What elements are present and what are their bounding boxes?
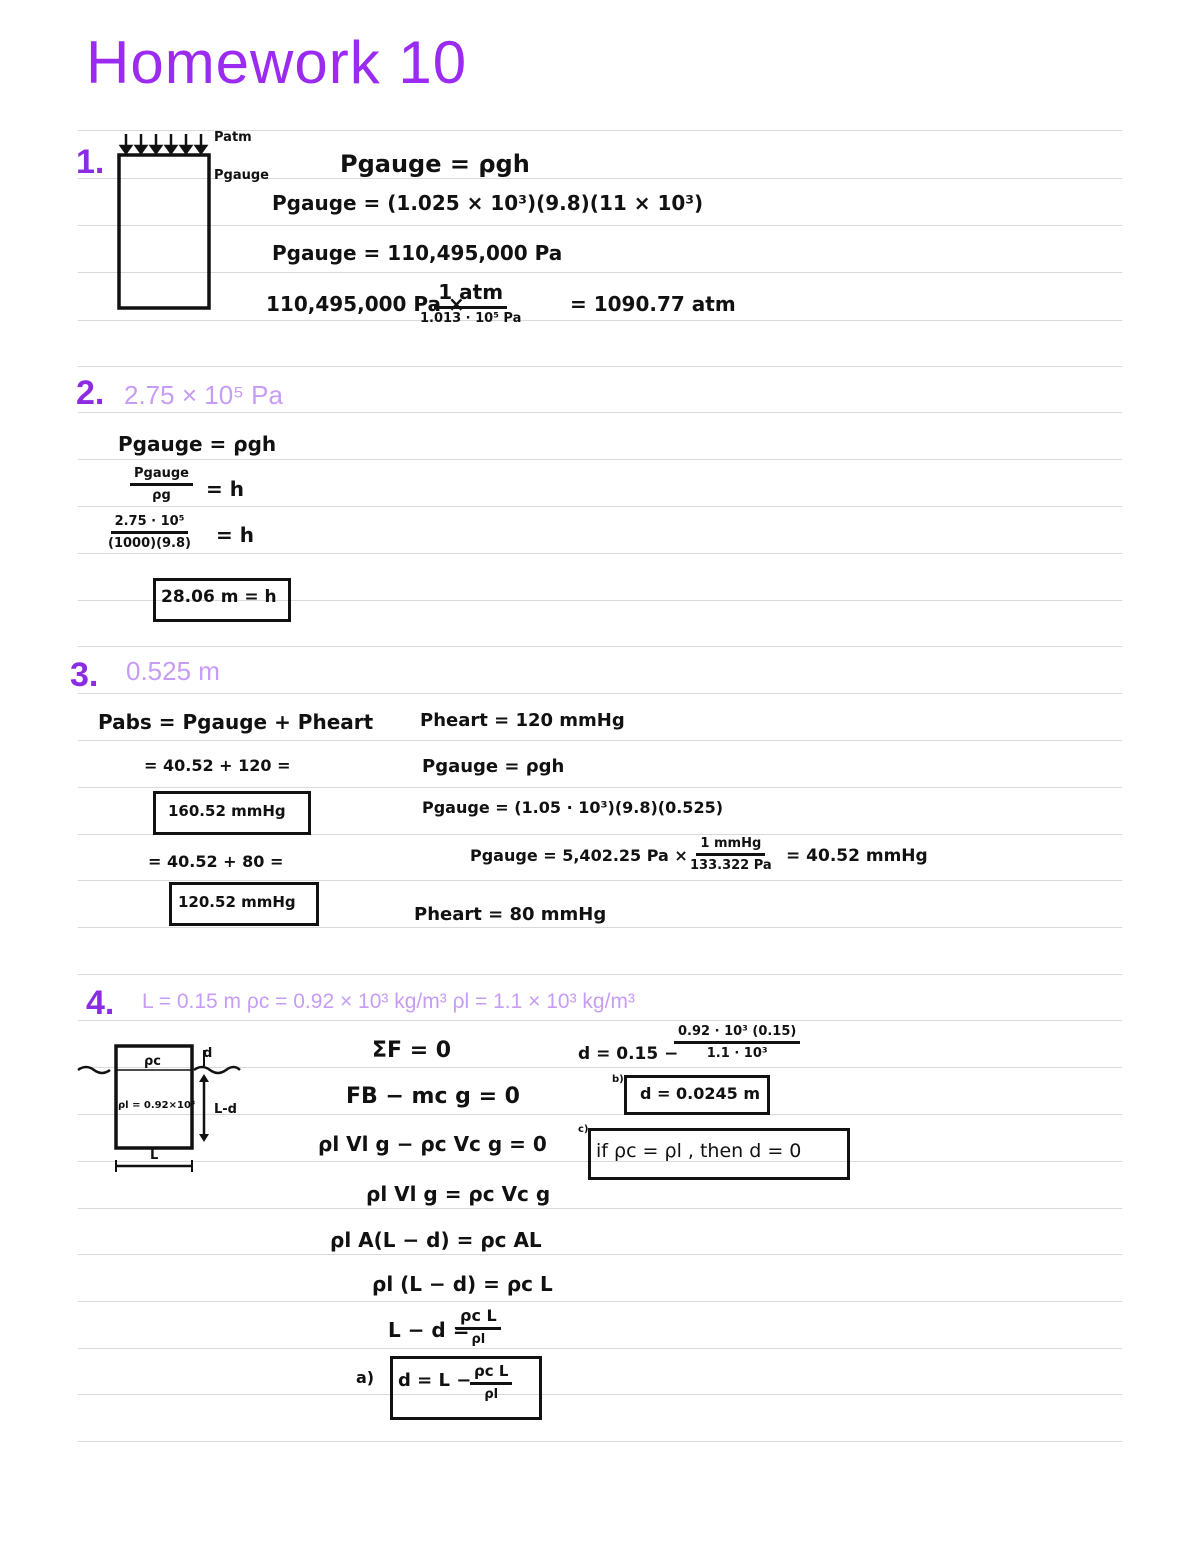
- p4-s7-fraction: [456, 1306, 501, 1347]
- p4-b-label: b): [612, 1074, 624, 1085]
- p1-conv-result: = 1090.77 atm: [570, 292, 736, 316]
- p3-r1: Pheart = 120 mmHg: [420, 710, 625, 731]
- p4-s3: ρl Vl g − ρc Vc g = 0: [318, 1132, 547, 1156]
- p2-frac2-den: (1000)(9.8): [108, 536, 191, 551]
- problem-2-number: 2.: [76, 374, 105, 412]
- p4-s5: ρl A(L − d) = ρc AL: [330, 1228, 542, 1252]
- problem-4-number: 4.: [86, 984, 115, 1022]
- p1-eq1: Pgauge = ρgh: [340, 150, 530, 178]
- p3-result-2: 120.52 mmHg: [178, 893, 296, 911]
- p4-a-label: a): [356, 1368, 375, 1387]
- p3-r3: Pgauge = (1.05 · 10³)(9.8)(0.525): [422, 798, 724, 817]
- p4-s6: ρl (L − d) = ρc L: [372, 1272, 553, 1296]
- p3-result-1: 160.52 mmHg: [168, 802, 286, 820]
- p3-r4-lhs: Pgauge = 5,402.25 Pa ×: [470, 846, 688, 865]
- diagram-rho-c: ρc: [144, 1054, 162, 1069]
- p2-frac2-num: 2.75 · 10⁵: [111, 514, 189, 534]
- diagram-l: L: [150, 1148, 159, 1163]
- page-title: Homework 10: [86, 29, 468, 96]
- p3-eq2: = 40.52 + 120 =: [144, 756, 291, 775]
- floating-block-diagram: [0, 0, 280, 1200]
- p1-conv-den: 1.013 · 10⁵ Pa: [420, 311, 522, 326]
- p4-b-result: d = 0.0245 m: [640, 1084, 760, 1103]
- p3-r4-result: = 40.52 mmHg: [786, 846, 928, 866]
- problem-2-answer: 2.75 × 10⁵ Pa: [124, 380, 283, 410]
- p2-eq1: Pgauge = ρgh: [118, 432, 277, 456]
- p3-r4-num: 1 mmHg: [696, 836, 765, 856]
- diagram-d: d: [203, 1046, 213, 1061]
- p4-c-den: 1.1 · 10³: [706, 1046, 768, 1061]
- p3-eq3: = 40.52 + 80 =: [148, 852, 284, 871]
- problem-3-number: 3.: [70, 656, 99, 694]
- p4-c-fraction: [674, 1024, 800, 1061]
- p4-s7-lhs: L − d =: [388, 1318, 470, 1342]
- p3-r4-den: 133.322 Pa: [690, 858, 772, 873]
- p4-a-num: ρc L: [470, 1362, 512, 1385]
- problem-1-number: 1.: [76, 143, 105, 181]
- p4-s7-num: ρc L: [456, 1306, 501, 1330]
- p1-eq3: Pgauge = 110,495,000 Pa: [272, 241, 563, 265]
- p1-conversion-fraction: [420, 280, 521, 326]
- p3-r2: Pgauge = ρgh: [422, 756, 565, 777]
- label-gauge: Pgauge: [214, 168, 269, 183]
- p4-c-lhs: d = 0.15 −: [578, 1044, 679, 1064]
- p4-c-result: if ρc = ρl , then d = 0: [596, 1140, 802, 1162]
- p4-s2: FB − mc g = 0: [346, 1084, 520, 1109]
- p1-conv-lhs: 110,495,000 Pa ×: [266, 292, 465, 316]
- p2-result: 28.06 m = h: [161, 587, 277, 607]
- p4-a-den: ρl: [484, 1387, 499, 1402]
- p4-a-lhs: d = L −: [398, 1370, 472, 1391]
- p4-a-fraction: [470, 1362, 512, 1402]
- p2-frac1-den: ρg: [152, 488, 171, 503]
- p2-frac2-rhs: = h: [216, 523, 254, 547]
- label-atm: Patm: [214, 130, 252, 145]
- p2-frac1-num: Pgauge: [130, 466, 193, 486]
- p4-c-label: c): [578, 1124, 589, 1135]
- p4-s7-den: ρl: [471, 1332, 486, 1347]
- p2-frac1-rhs: = h: [206, 477, 244, 501]
- p3-r5: Pheart = 80 mmHg: [414, 904, 607, 925]
- p3-eq1: Pabs = Pgauge + Pheart: [98, 710, 374, 734]
- p1-eq2: Pgauge = (1.025 × 10³)(9.8)(11 × 10³): [272, 191, 704, 215]
- problem-4-given: L = 0.15 m ρc = 0.92 × 10³ kg/m³ ρl = 1.1 × 10³ kg/m³: [142, 990, 635, 1013]
- p4-c-num: 0.92 · 10³ (0.15): [674, 1024, 800, 1044]
- p1-conv-num: 1 atm: [434, 280, 507, 309]
- p4-s4: ρl Vl g = ρc Vc g: [366, 1182, 551, 1206]
- diagram-rho-l: ρl = 0.92×10³: [118, 1100, 196, 1111]
- problem-3-answer: 0.525 m: [126, 656, 220, 686]
- p3-conversion-fraction: [690, 836, 772, 873]
- p4-s1: ΣF = 0: [372, 1038, 452, 1063]
- diagram-l-minus-d: L-d: [214, 1102, 237, 1117]
